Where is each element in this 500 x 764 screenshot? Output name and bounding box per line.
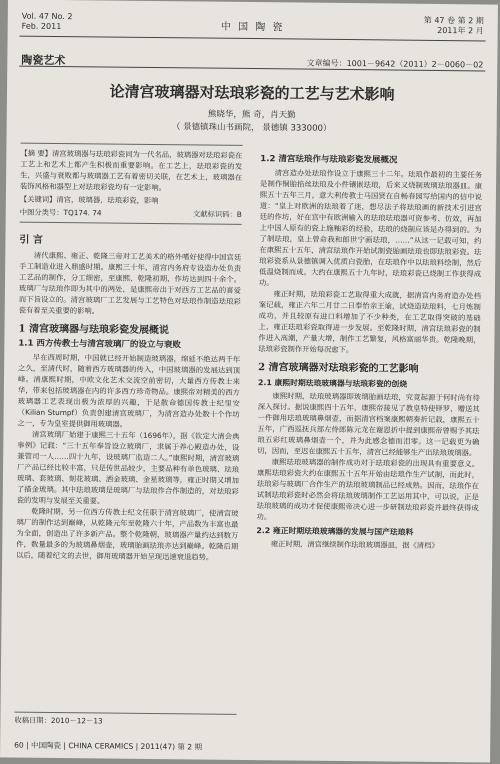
- paragraph: 清代康熙、雍正、乾隆三帝对工艺美术的格外嗜好使得中国宫廷手工制造业进入鼎盛时期。康熙三十年，清宫内务府专设造办处负责工艺品的制作，分工细密，至康熙、乾隆初期，作坊达到四十余个。玻璃厂与珐琅作即为其中的两处，是康熙帝出于对西方工艺品的喜爱而下旨设立的。清宫玻璃厂工艺发展与工艺特色对珐琅作制造珐琅彩瓷有着至关重要的影响。: [18, 250, 242, 316]
- right-column: [256, 150, 482, 551]
- header-date-en: Feb. 2011: [21, 21, 62, 32]
- column-label: 陶瓷艺术: [21, 53, 66, 68]
- document-code: 文献标识码：B: [192, 209, 242, 219]
- page-number: 60: [14, 740, 24, 750]
- received-date: 收稿日期：2010－12－13: [14, 712, 236, 728]
- header-vol: Vol. 47 No. 2: [21, 11, 73, 22]
- paragraph: 雍正时期，珐琅彩瓷工艺取得重大成就，据清宫内务府造办处档案记载，雍正六年二月廿二日奉怡亲王谕，试烧造珐琅料，七月炼制成功，并且较原有进口料增加了不少种类，在工艺取得突破的基础上，雍正珐琅彩瓷取得进一步发展。至乾隆时期，清宫珐琅彩瓷的制作进入高潮，产量大增，制作工艺繁复，风格富丽华贵。乾隆晚期，珐琅彩瓷制作开始每况愈下。: [258, 289, 481, 355]
- paragraph: 乾隆时期，另一位西方传教士纪文任职于清宫玻璃厂，使清宫玻璃厂的制作达到巅峰，从乾隆元年至乾隆六十年，产品数为丰富也最为全面，创造出了许多新产品。整个乾隆朝，玻璃器产量约达到数万件，数量最多的为玻璃鼻烟壶，玻璃胎画珐琅亦达到巅峰。乾隆后期以后，随着纪文的去世，御用玻璃器开始呈现迅速衰退趋势。: [16, 506, 239, 562]
- subsection-heading: 1.1 西方传教士与清宫玻璃厂的设立与衰败: [18, 338, 181, 351]
- section-heading: 1 清宫玻璃器与珐琅彩瓷发展概说: [18, 323, 170, 337]
- abstract-text: 【摘 要】清宫玻璃器与珐琅彩瓷同为一代名品，玻璃器对珐琅彩瓷在工艺上和艺术上都产生积极而重要影响。在工艺上，珐琅彩瓷的发生，兴盛与衰败都与玻璃器工艺有着密切关联，在艺术上，玻璃器在装饰风格和器型上对珐琅彩瓷均有一定影响。: [19, 148, 243, 193]
- running-header: [7, 5, 497, 56]
- article-title: 论清宫玻璃器对珐琅彩瓷的工艺与艺术影响: [109, 82, 395, 104]
- affiliation: （ 景德镇珠山书画院， 景德镇 333000）: [171, 122, 332, 134]
- header-date-cn: 2011年 2 月: [437, 25, 484, 36]
- classification-line: [20, 207, 242, 220]
- footer-issue: 2011(47) 第 2 期: [140, 741, 203, 752]
- paragraph: 雍正时期，清宫继续制作珐琅玻璃器皿，据《清档》: [270, 539, 439, 550]
- page-footer: 60 | 中国陶瓷 | CHINA CERAMICS | 2011(47) 第 2 期: [14, 740, 203, 752]
- section-heading: 引 言: [19, 234, 44, 246]
- header-rule: [20, 36, 486, 42]
- header-volume-cn: [424, 16, 484, 37]
- paragraph: 清宫玻璃厂始建于康熙三十五年（1696年），据《钦定大清会典事例》记载：“三十五年奉旨设立玻璃厂，隶属于养心殿造办处，设兼管司一人……四十九年，设玻璃厂监造二人。”康熙时期，清宫玻璃厂产品已经比较丰富，只是传世品较少，主要品种有单色玻璃、珐琅玻璃、套玻璃、刻花玻璃、洒金玻璃、金星玻璃等，雍正时期又增加了描金玻璃。其中珐琅玻璃是玻璃厂与珐琅作合作制造的，对珐琅彩瓷的发明与发展至关重要。: [16, 429, 240, 506]
- abstract-box: [20, 143, 243, 220]
- header-vol-cn: 第 47 卷 第 2 期: [423, 15, 484, 26]
- article-number: 文章编号：1001－9642（2011）2－0060－02: [306, 58, 484, 70]
- paragraph: 康熙时期，珐琅玻璃器即玻璃胎画珐琅，究竟起源于何时尚有待深入探讨。据说康熙四十五年，康熙帝接见了教皇特使铎罗，赠送其一件御用珐琅玻璃鼻烟壶，而据清宫档案康熙朝奏折记载，康熙五十五年，广西巡抚兵部左侍郎陈元龙在谢恩折中提到康熙帝曾赐予其珐琅五彩红玻璃鼻烟壶一个，并为此感念德而泪零。这一记载更为确切，因而，至迟在康熙五十五年，清宫已经能够生产出珐琅玻璃器。: [257, 391, 480, 458]
- abstract-end-rule: [20, 222, 242, 225]
- subsection-heading: 1.2 清宫珐琅作与珐琅彩瓷发展概况: [260, 154, 398, 166]
- section-heading: 2 清宫玻璃器对珐琅彩瓷的工艺影响: [258, 362, 419, 375]
- subsection-heading: 2.2 雍正时期珐琅玻璃器的发展与国产珐琅料: [256, 526, 414, 537]
- footer-journal-cn: 中国陶瓷: [30, 740, 62, 751]
- footer-journal-en: CHINA CERAMICS: [68, 741, 134, 751]
- paragraph: 康熙珐琅玻璃器的制作成功对于珐琅彩瓷的出现具有重要意义。康熙珐琅彩瓷大约在康熙五十五年开始由珐琅作生产试制，而此时，珐琅彩与玻璃厂合作生产的珐琅玻璃制品已经成熟。因而，珐琅作在试制珐琅彩瓷时必然会将珐琅玻璃制作工艺运用其中，可以说，正是珐琅玻璃的成功才促使康熙帝决心进一步研制珐琅彩瓷并最终获得成功。: [256, 457, 480, 522]
- clc-number: 中图分类号：TQ174. 74: [19, 207, 102, 218]
- paragraph: 清宫造办处珐琅作设立于康熙三十二年。珐琅作最初的主要任务是制作铜胎掐丝珐琅及小件镶嵌珐琅，后来又烧制玻璃珐琅器皿。康熙五十五年三月，意大利传教士马国贤在自畅春园写给国内的信中说道：“皇上对欧洲的珐琅着了迷，想尽法子将珐琅画的新技术引进宫廷的作坊，好在宫中有欧洲输入的珐琅珐琅器可资参考、仿效，再加上中国人原有的瓷上施釉彩的经验，珐琅的烧制应该是办得到的。为了制珐琅，皇上曾命我和郎世宁画珐琅，……”从这一记载可知，约在康熙五十五年，清宫珐琅作开始试制瓷胎画珐琅也即珐琅彩瓷。珐琅彩瓷系从景德镇调入优质白瓷胎，在珐琅作中以珐琅料绘制，然后低温烧制而成。大约在康熙五十九年时，珐琅彩瓷已烧制工作获得成功。: [258, 168, 483, 288]
- left-column: [16, 143, 242, 563]
- keywords: 【关键词】清宫，玻璃器，珐琅彩瓷，影响: [19, 194, 159, 206]
- subsection-heading: 2.1 康熙时期珐琅玻璃器与珐琅彩瓷的创烧: [257, 378, 408, 389]
- paragraph: 早在西周时期，中国就已经开始制造玻璃器，绵延不绝达两千年之久，至清代时，随着西方玻璃器的传入，中国玻璃器的发展达到顶峰。清康熙时期，中欧文化艺术交流空前密切，大量西方传教士来华，带来包括玻璃器在内的许多西方珍奇物品。康熙帝对精美的西方玻璃器工艺表现出极为浓厚的兴趣，于是散命德国传教士纪里安（Kilian Stumpf）负责创建清宫玻璃厂，为清宫造办处数十个作坊之一，专为皇室提供御用玻璃器。: [17, 352, 241, 429]
- authors: 熊晓华，熊 奇，肖天勤: [207, 109, 296, 121]
- header-journal-name: 中 国 陶 瓷: [220, 21, 285, 34]
